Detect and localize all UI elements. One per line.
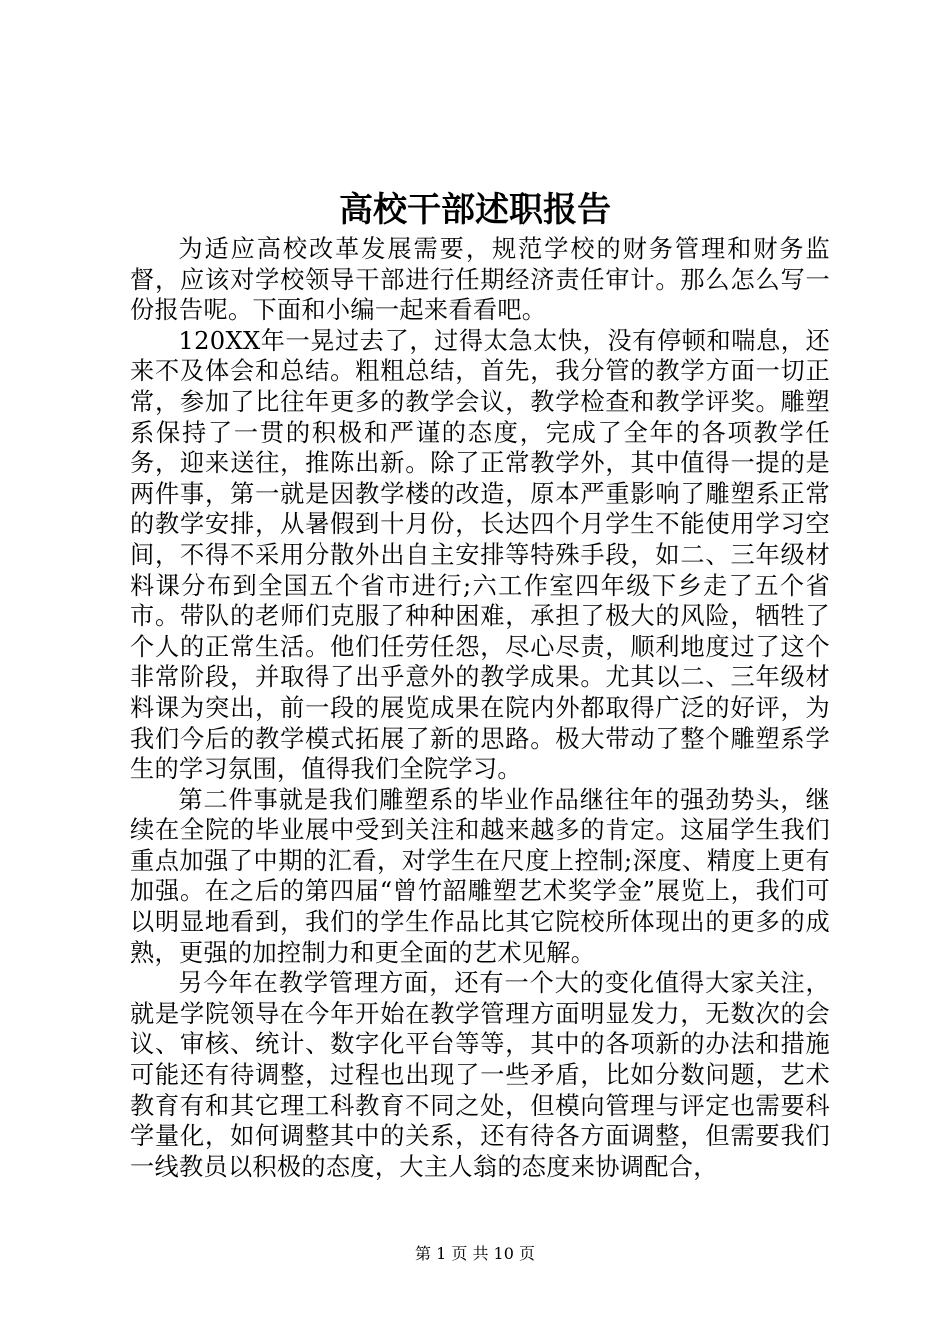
paragraph-graduation-works: 第二件事就是我们雕塑系的毕业作品继往年的强劲势头，继续在全院的毕业展中受到关注和越来越多的肯定。这届学生我们重点加强了中期的汇看，对学生在尺度上控制;深度、精度上更有加强。在之后的第四届“曾竹韶雕塑艺术奖学金”展览上，我们可以明显地看到，我们的学生作品比其它院校所体现出的更多的成熟，更强的加控制力和更全面的艺术见解。: [130, 785, 830, 967]
document-title: 高校干部述职报告: [339, 190, 611, 230]
page-number: 第 1 页 共 10 页: [415, 1244, 535, 1263]
paragraph-intro: 为适应高校改革发展需要，规范学校的财务管理和财务监督，应该对学校领导干部进行任期经济责任审计。那么怎么写一份报告呢。下面和小编一起来看看吧。: [130, 235, 830, 325]
paragraph-teaching-management: 另今年在教学管理方面，还有一个大的变化值得大家关注，就是学院领导在今年开始在教学管理方面明显发力，无数次的会议、审核、统计、数字化平台等等，其中的各项新的办法和措施可能还有待调整，过程也出现了一些矛盾，比如分数问题，艺术教育有和其它理工科教育不同之处，但模向管理与评定也需要科学量化，如何调整其中的关系，还有待各方面调整，但需要我们一线教员以积极的态度，大主人翁的态度来协调配合，: [130, 969, 830, 1181]
paragraph-year-summary: 120XX年一晃过去了，过得太急太快，没有停顿和喘息，还来不及体会和总结。粗粗总结，首先，我分管的教学方面一切正常，参加了比往年更多的教学会议，教学检查和教学评奖。雕塑系保持了一贯的积极和严谨的态度，完成了全年的各项教学任务，迎来送往，推陈出新。除了正常教学外，其中值得一提的是两件事，第一就是因教学楼的改造，原本严重影响了雕塑系正常的教学安排，从暑假到十月份，长达四个月学生不能使用学习空间，不得不采用分散外出自主安排等特殊手段，如二、三年级材料课分布到全国五个省市进行;六工作室四年级下乡走了五个省市。带队的老师们克服了种种困难，承担了极大的风险，牺牲了个人的正常生活。他们任劳任怨，尽心尽责，顺利地度过了这个非常阶段，并取得了出乎意外的教学成果。尤其以二、三年级材料课为突出，前一段的展览成果在院内外都取得广泛的好评，为我们今后的教学模式拓展了新的思路。极大带动了整个雕塑系学生的学习氛围，值得我们全院学习。: [130, 326, 830, 784]
document-body: [130, 234, 830, 1182]
page-footer: [0, 1242, 950, 1266]
